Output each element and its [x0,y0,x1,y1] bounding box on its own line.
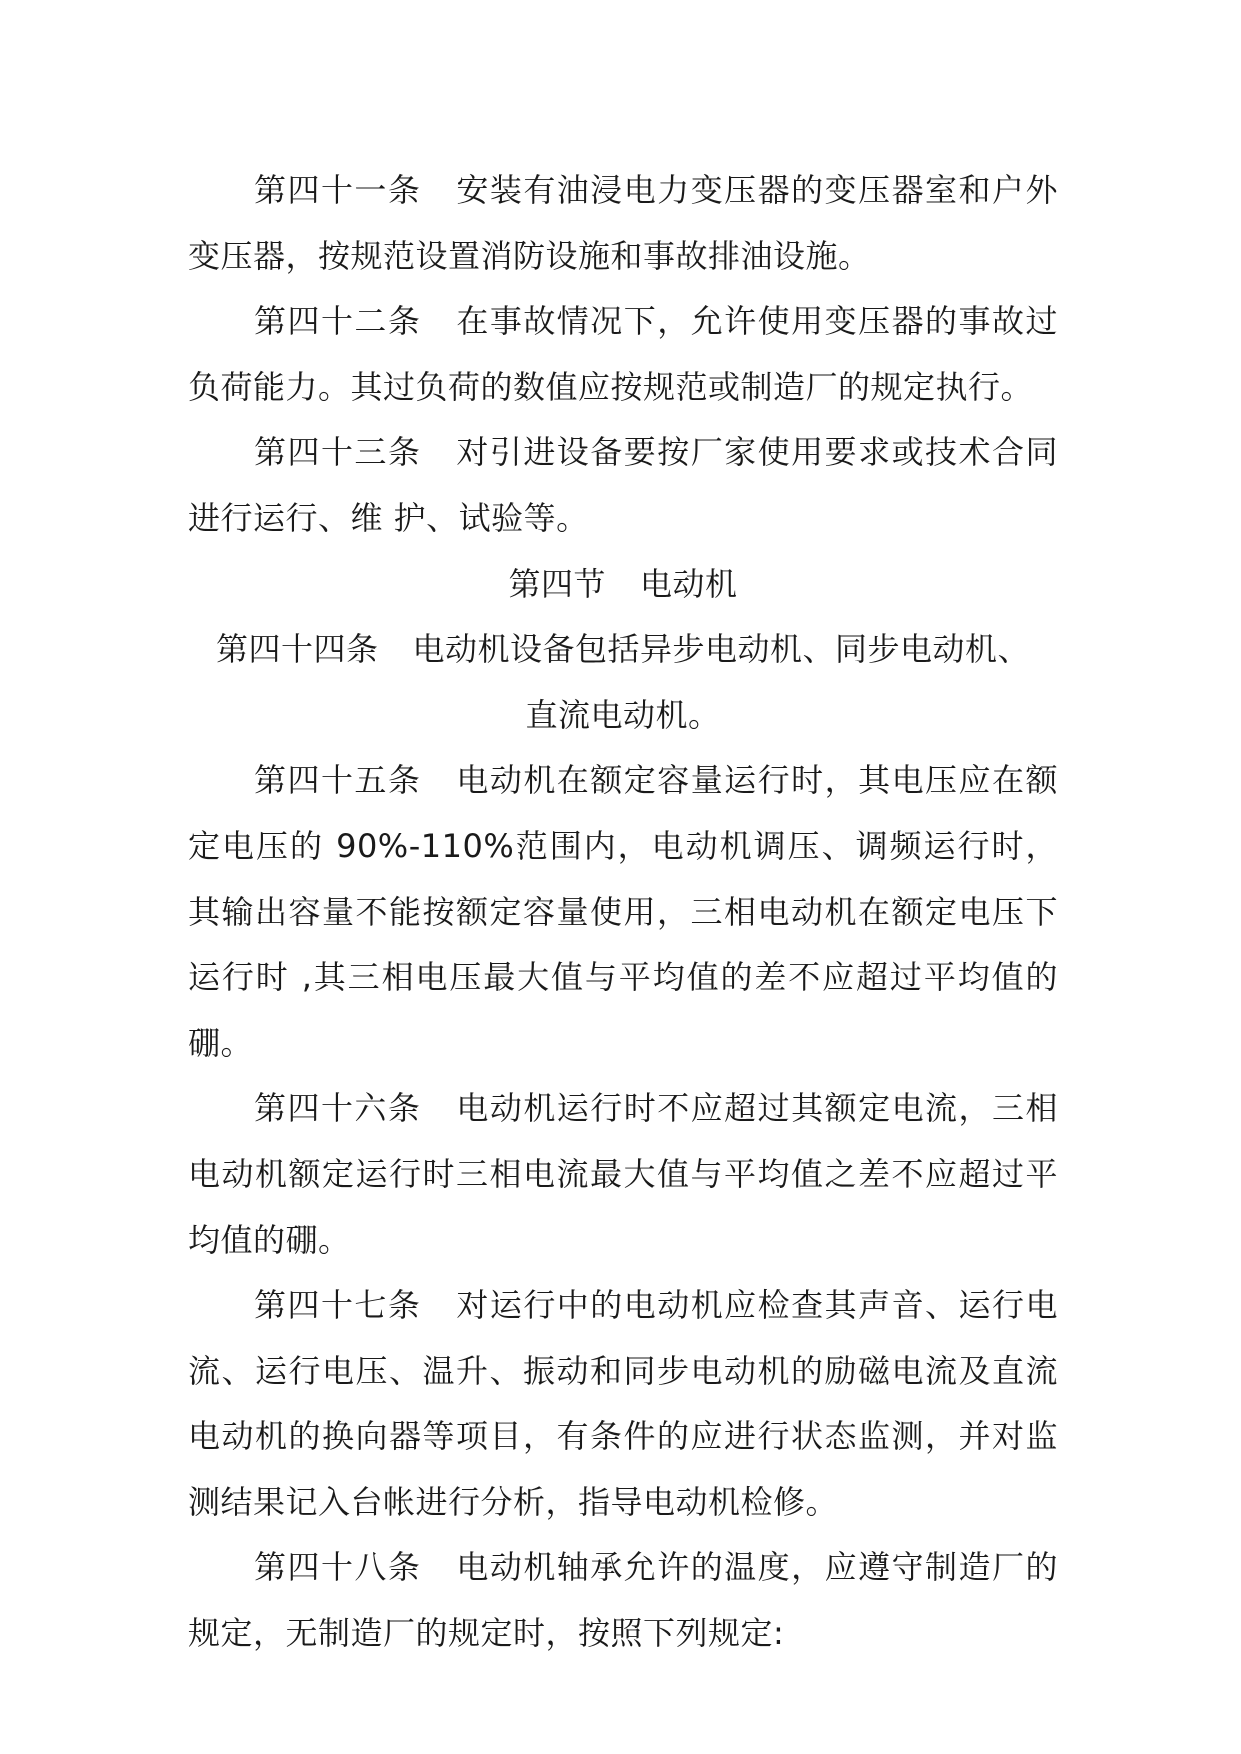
article-41 [188,158,1058,289]
article-48 [188,1535,1058,1666]
article-44 [188,617,1058,748]
article-text-line1: 电动机设备包括异步电动机、同步电动机、 [412,630,1031,669]
article-number: 第四十一条 [254,171,422,209]
article-46 [188,1076,1058,1273]
article-number: 第四十二条 [254,302,422,341]
article-number: 第四十七条 [254,1286,422,1325]
article-43 [188,420,1058,551]
section-number: 第四节 [508,564,606,603]
article-number: 第四十五条 [254,761,422,800]
section-title: 电动机 [640,564,738,603]
article-number: 第四十三条 [254,433,422,472]
article-47 [188,1273,1058,1535]
article-45 [188,748,1058,1076]
document-body [188,158,1058,1667]
article-text: 电动机在额定容量运行时，其电压应在额定电压的 90%-110%范围内，电动机调压、调频运行时，其输出容量不能按额定容量使用，三相电动机在额定电压下运行时 ,其三相电压最大值与平均值的差不应超过平均值的硼。 [188,761,1058,1062]
article-text-line2: 直流电动机。 [525,695,721,734]
article-text: 在事故情况下，允许使用变压器的事故过负荷能力。其过负荷的数值应按规范或制造厂的规定执行。 [188,302,1058,406]
article-number: 第四十八条 [254,1548,422,1587]
article-text: 电动机轴承允许的温度，应遵守制造厂的规定，无制造厂的规定时，按照下列规定: [188,1548,1058,1653]
article-number: 第四十六条 [254,1089,422,1128]
article-text: 对运行中的电动机应检查其声音、运行电流、运行电压、温升、振动和同步电动机的励磁电流及直流电动机的换向器等项目，有条件的应进行状态监测，并对监测结果记入台帐进行分析，指导电动机检修。 [188,1286,1058,1521]
article-42 [188,289,1058,420]
article-text: 电动机运行时不应超过其额定电流，三相电动机额定运行时三相电流最大值与平均值之差不应超过平均值的硼。 [188,1089,1058,1259]
article-number: 第四十四条 [215,630,379,669]
article-text: 对引进设备要按厂家使用要求或技术合同进行运行、维 护、试验等。 [188,433,1058,537]
article-text: 安装有油浸电力变压器的变压器室和户外变压器，按规范设置消防设施和事故排油设施。 [188,171,1058,275]
section-heading [188,552,1058,618]
